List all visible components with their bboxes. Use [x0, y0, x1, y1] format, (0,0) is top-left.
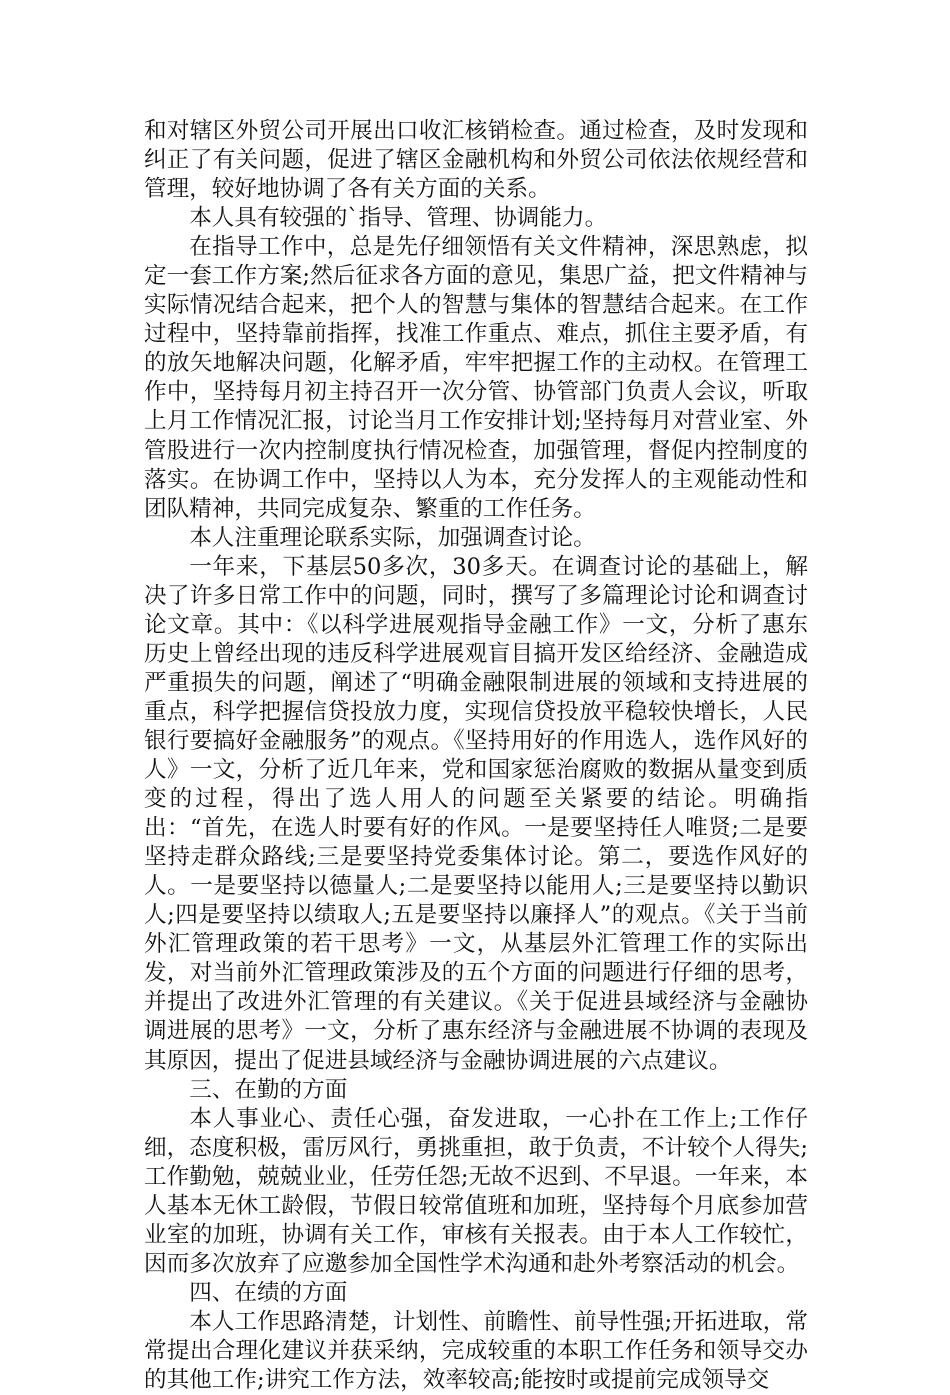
section-heading-performance: 四、在绩的方面 [189, 1279, 348, 1306]
paragraph-export-inspection: 和对辖区外贸公司开展出口收汇核销检查。通过检查，及时发现和纠正了有关问题，促进了辖区金融机构和外贸公司依法依规经营和管理，较好地协调了各有关方面的关系。 [144, 118, 808, 203]
paragraph-research-articles: 一年来，下基层50多次，30多天。在调查讨论的基础上，解决了许多日常工作中的问题，同时，撰写了多篇理论讨论和调查讨论文章。其中：《以科学进展观指导金融工作》一文，分析了惠东历史上曾经出现的违反科学进展观盲目搞开发区给经济、金融造成严重损失的问题，阐述了“明确金融限制进展的领域和支持进展的重点，科学把握信贷投放力度，实现信贷投放平稳较快增长，人民银行要搞好金融服务”的观点。《坚持用好的作用选人，选作风好的人》一文，分析了近几年来，党和国家惩治腐败的数据从量变到质变的过程，得出了选人用人的问题至关紧要的结论。明确指出：“首先，在选人时要有好的作风。一是要坚持任人唯贤;二是要坚持走群众路线;三是要坚持党委集体讨论。第二，要选作风好的人。一是要坚持以德量人;二是要坚持以能用人;三是要坚持以勤识人;四是要坚持以绩取人;五是要坚持以廉择人”的观点。《关于当前外汇管理政策的若干思考》一文，从基层外汇管理工作的实际出发，对当前外汇管理政策涉及的五个方面的问题进行仔细的思考，并提出了改进外汇管理的有关建议。《关于促进县域经济与金融协调进展的思考》一文，分析了惠东经济与金融进展不协调的表现及其原因，提出了促进县域经济与金融协调进展的六点建议。 [144, 553, 808, 1074]
paragraph-guidance-management: 在指导工作中，总是先仔细领悟有关文件精神，深思熟虑，拟定一套工作方案;然后征求各方面的意见，集思广益，把文件精神与实际情况结合起来，把个人的智慧与集体的智慧结合起来。在工作过程中，坚持靠前指挥，找准工作重点、难点，抓住主要矛盾，有的放矢地解决问题，化解矛盾，牢牢把握工作的主动权。在管理工作中，坚持每月初主持召开一次分管、协管部门负责人会议，听取上月工作情况汇报，讨论当月工作安排计划;坚持每月对营业室、外管股进行一次内控制度执行情况检查，加强管理，督促内控制度的落实。在协调工作中，坚持以人为本，充分发挥人的主观能动性和团队精神，共同完成复杂、繁重的工作任务。 [144, 234, 808, 522]
paragraph-theory-practice-heading: 本人注重理论联系实际，加强调查讨论。 [189, 524, 596, 551]
paragraph-diligence: 本人事业心、责任心强，奋发进取，一心扑在工作上;工作仔细，态度积极，雷厉风行，勇挑重担，敢于负责，不计较个人得失;工作勤勉，兢兢业业，任劳任怨;无故不迟到、不早退。一年来，本人基本无休工龄假，节假日较常值班和加班，坚持每个月底参加营业室的加班，协调有关工作，审核有关报表。由于本人工作较忙，因而多次放弃了应邀参加全国性学术沟通和赴外考察活动的机会。 [144, 1105, 808, 1277]
section-heading-diligence: 三、在勤的方面 [189, 1076, 348, 1103]
paragraph-performance: 本人工作思路清楚，计划性、前瞻性、前导性强;开拓进取，常常提出合理化建议并获采纳，完成较重的本职工作任务和领导交办的其他工作;讲究工作方法，效率较高;能按时或提前完成领导交 [144, 1308, 808, 1394]
document-page [144, 117, 808, 1395]
paragraph-ability-heading: 本人具有较强的`指导、管理、协调能力。 [189, 205, 608, 232]
